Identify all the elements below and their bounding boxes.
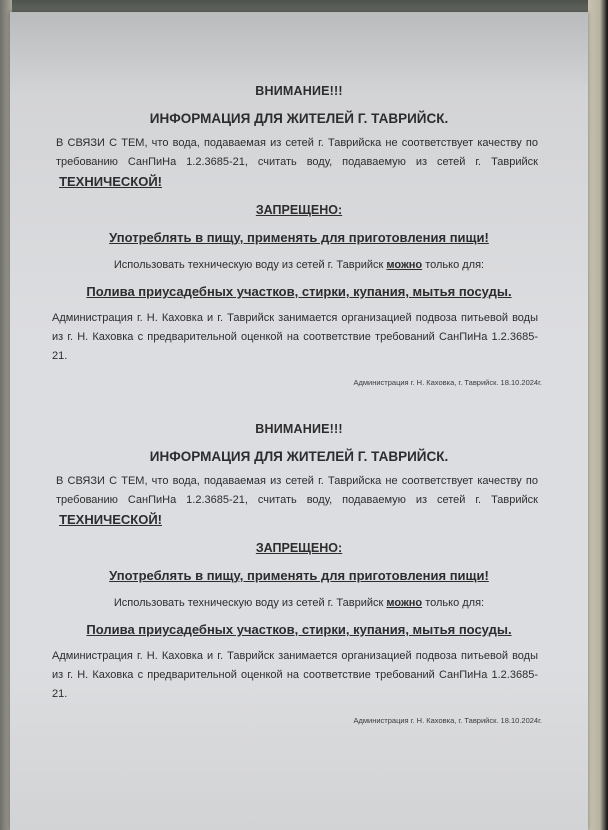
usage-before: Использовать техническую воду из сетей г. Таврийск [113,259,384,271]
intro-emphasis: ТЕХНИЧЕСКОЙ! [59,174,162,189]
usage-after: только для: [425,259,485,271]
intro-text: В СВЯЗИ С ТЕМ, что вода, подаваемая из сетей г. Таврийска не соответствует качеству по требованию СанПиНа 1.2.3685-21, считать воду, подаваемую из сетей г. Таврийск [56,137,538,168]
signature-line: Администрация г. Н. Каховка, г. Таврийск. 18.10.2024г. [353,378,542,387]
forbidden-heading: ЗАПРЕЩЕНО: [255,541,343,555]
intro-paragraph [56,472,538,531]
signature-line: Администрация г. Н. Каховка, г. Таврийск. 18.10.2024г. [353,716,542,725]
usage-emphasis: можно [386,259,423,271]
usage-line [10,259,588,271]
usage-line [10,597,588,609]
allowed-uses: Полива приусадебных участков, стирки, купания, мытья посуды. [86,284,512,299]
attention-heading: ВНИМАНИЕ!!! [255,84,343,98]
forbidden-item: Употреблять в пищу, применять для приготовления пищи! [109,230,489,245]
intro-emphasis: ТЕХНИЧЕСКОЙ! [59,512,162,527]
attention-heading: ВНИМАНИЕ!!! [255,422,343,436]
notice-copy-1 [10,72,588,387]
wall-right-background [588,0,608,830]
intro-text: В СВЯЗИ С ТЕМ, что вода, подаваемая из сетей г. Таврийска не соответствует качеству по требованию СанПиНа 1.2.3685-21, считать воду, подаваемую из сетей г. Таврийск [56,475,538,506]
paper-sheet [10,12,588,830]
notice-title: ИНФОРМАЦИЯ ДЛЯ ЖИТЕЛЕЙ Г. ТАВРИЙСК. [149,111,449,126]
usage-after: только для: [425,597,485,609]
usage-before: Использовать техническую воду из сетей г. Таврийск [113,597,384,609]
notice-title: ИНФОРМАЦИЯ ДЛЯ ЖИТЕЛЕЙ Г. ТАВРИЙСК. [149,449,449,464]
notice-copy-2 [10,410,588,725]
admin-paragraph: Администрация г. Н. Каховка и г. Таврийск занимается организацией подвоза питьевой воды из г. Н. Каховка с предварительной оценкой на соответствие требований СанПиНа 1.2.3685-21. [52,312,538,362]
admin-paragraph: Администрация г. Н. Каховка и г. Таврийск занимается организацией подвоза питьевой воды из г. Н. Каховка с предварительной оценкой на соответствие требований СанПиНа 1.2.3685-21. [52,650,538,700]
forbidden-item: Употреблять в пищу, применять для приготовления пищи! [109,568,489,583]
forbidden-heading: ЗАПРЕЩЕНО: [255,203,343,217]
usage-emphasis: можно [386,597,423,609]
intro-paragraph [56,134,538,193]
allowed-uses: Полива приусадебных участков, стирки, купания, мытья посуды. [86,622,512,637]
